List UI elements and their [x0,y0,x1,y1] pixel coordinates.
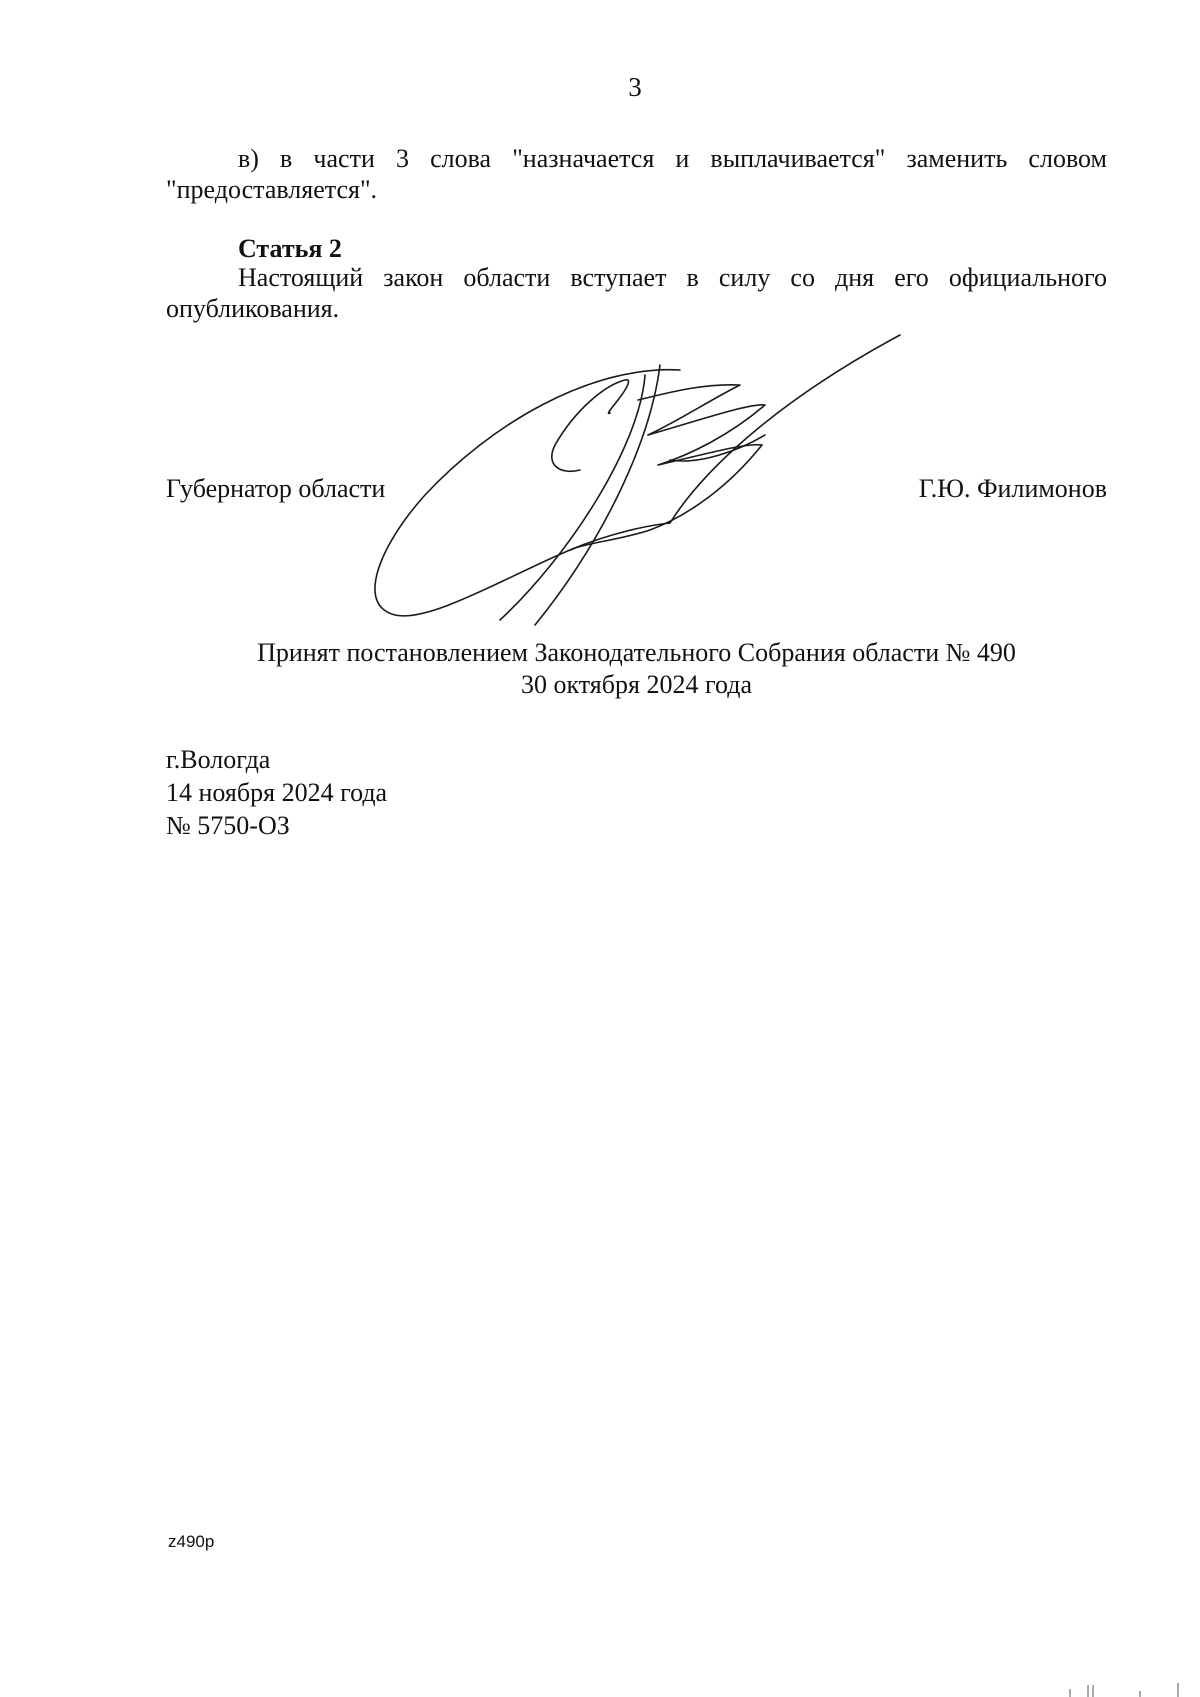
adoption-line: Принят постановлением Законодательного Собрания области № 490 [257,638,1016,667]
signer-name: Г.Ю. Филимонов [918,474,1107,503]
signer-title: Губернатор области [166,474,386,503]
article-2-paragraph: Настоящий закон области вступает в силу со дня его официального опубликования. [166,263,1107,323]
adoption-note [166,637,1107,701]
amendment-paragraph: в) в части 3 слова "назначается и выплачивается" заменить словом "предоставляется". [166,144,1107,204]
law-number: № 5750-ОЗ [166,811,290,840]
footer-code: z490p [168,1532,215,1551]
signature-icon [370,325,950,665]
adoption-date: 30 октября 2024 года [521,670,752,699]
city: г.Вологда [166,745,271,774]
page-number: 3 [628,72,642,102]
place-date-block [166,743,387,842]
scan-artifact-icon [1060,1677,1200,1697]
article-heading: Статья 2 [238,234,342,263]
signing-date: 14 ноября 2024 года [166,778,388,807]
